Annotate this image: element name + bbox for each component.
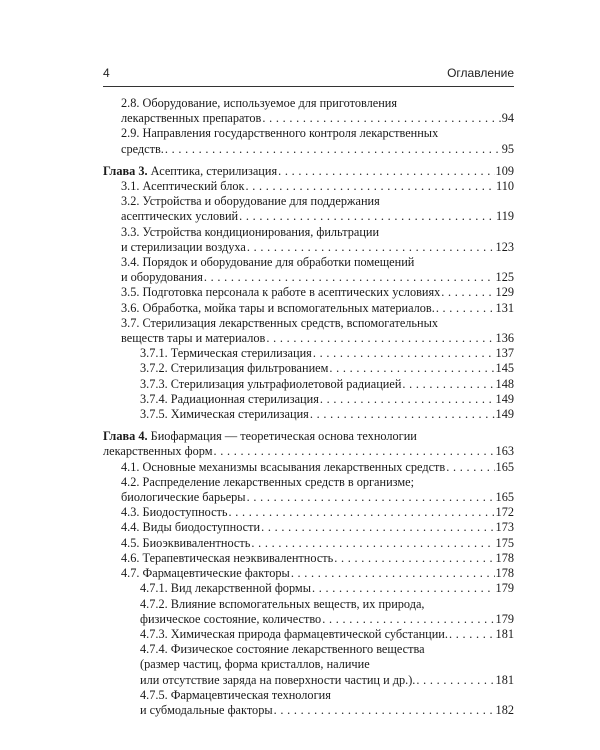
toc-entry-title: и стерилизации воздуха (121, 239, 246, 254)
toc-page-number: 175 (495, 535, 514, 550)
dot-leader (247, 490, 495, 505)
toc-entry-title: 3.7.3. Стерилизация ультрафиолетовой радиацией (140, 376, 402, 391)
dot-leader (312, 581, 495, 596)
toc-entry[interactable] (103, 688, 514, 718)
toc-entry-title: 4.6. Терапевтическая неэквивалентность (121, 550, 334, 565)
dot-leader (402, 377, 494, 392)
toc-entry-title: 3.3. Устройства кондиционирования, фильтрации (121, 224, 380, 239)
toc-entry-title: 2.9. Направления государственного контроля лекарственных (121, 126, 439, 141)
toc-page-number: 165 (495, 459, 514, 474)
toc-entry-title: 3.5. Подготовка персонала к работе в асептических условиях (121, 285, 441, 300)
toc-page-number: 95 (501, 141, 514, 156)
chapter-label: Глава 4. (103, 429, 148, 444)
toc-entry-title: средств. (121, 141, 164, 156)
toc-entry[interactable] (103, 597, 514, 627)
dot-leader (239, 209, 495, 224)
toc-entry-title: Асептика, стерилизация (150, 163, 278, 178)
toc-page-number: 179 (495, 611, 514, 626)
toc-page-number: 131 (495, 300, 514, 315)
toc-page-number: 172 (495, 505, 514, 520)
dot-leader (266, 331, 494, 346)
toc-page-number: 123 (495, 239, 514, 254)
toc-page-number: 129 (495, 285, 514, 300)
toc-page-number: 149 (495, 407, 514, 422)
toc-entry-title: 3.6. Обработка, мойка тары и вспомогательных материалов. (121, 300, 435, 315)
dot-leader (229, 505, 495, 520)
toc-page-number: 173 (495, 520, 514, 535)
toc-entry[interactable] (103, 316, 514, 346)
toc-entry[interactable] (103, 255, 514, 285)
toc-entry-title: 3.7.5. Химическая стерилизация (140, 407, 309, 422)
toc-entry[interactable] (103, 96, 514, 126)
dot-leader (441, 285, 494, 300)
toc-entry-title: 2.8. Оборудование, используемое для приготовления (121, 96, 398, 110)
toc-entry[interactable] (103, 642, 514, 688)
toc-page-number: 165 (495, 490, 514, 505)
toc-page-number: 109 (495, 163, 514, 178)
toc-entry-title: 3.7.4. Радиационная стерилизация (140, 391, 319, 406)
toc-entry-title: 3.7.1. Термическая стерилизация (140, 346, 312, 361)
toc-page-number: 145 (495, 361, 514, 376)
toc-page-number: 178 (495, 550, 514, 565)
running-header-title: Оглавление (447, 66, 514, 80)
toc-entry-title: 3.2. Устройства и оборудование для поддержания (121, 194, 380, 209)
chapter-spacer (103, 157, 514, 164)
dot-leader (251, 536, 494, 551)
toc-entry[interactable] (103, 627, 514, 642)
dot-leader (449, 627, 495, 642)
toc-entry-title: 4.7. Фармацевтические факторы (121, 566, 290, 581)
toc-entry[interactable] (103, 126, 514, 156)
toc-entry-title: 4.7.1. Вид лекарственной формы (140, 581, 311, 596)
toc-entry[interactable] (103, 285, 514, 300)
toc-page-number: 182 (495, 702, 514, 717)
toc-entry-title: (размер частиц, форма кристаллов, наличие (140, 657, 370, 672)
header-rule (103, 86, 514, 87)
toc-entry-title: 4.4. Виды биодоступности (121, 520, 261, 535)
toc-entry[interactable] (103, 505, 514, 520)
toc-page-number: 179 (495, 581, 514, 596)
dot-leader (436, 301, 495, 316)
running-header (103, 66, 514, 82)
toc-page-number: 119 (496, 209, 514, 224)
toc-entry[interactable] (103, 361, 514, 376)
toc-entry[interactable] (103, 551, 514, 566)
chapter-label: Глава 3. (103, 163, 148, 178)
table-of-contents (103, 96, 514, 718)
toc-entry[interactable] (103, 475, 514, 505)
toc-page-number: 178 (495, 566, 514, 581)
chapter-spacer (103, 422, 514, 429)
toc-entry-title: 4.2. Распределение лекарственных средств в организме; (121, 474, 415, 489)
toc-entry-title: Биофармация — теоретическая основа технологии (150, 429, 417, 444)
dot-leader (274, 703, 495, 718)
dot-leader (278, 164, 494, 179)
toc-entry-title: асептических условий (121, 209, 239, 224)
toc-entry-title: физическое состояние, количество (140, 611, 322, 626)
toc-entry-title: 4.3. Биодоступность (121, 505, 228, 520)
toc-entry-title: 4.7.4. Физическое состояние лекарственного вещества (140, 642, 425, 657)
toc-entry-title: или отсутствие заряда на поверхности частиц и др.). (140, 672, 416, 687)
dot-leader (320, 392, 495, 407)
toc-entry-title: 3.7.2. Стерилизация фильтрованием (140, 361, 329, 376)
toc-entry-title: веществ тары и материалов (121, 331, 266, 346)
dot-leader (262, 111, 500, 126)
dot-leader (329, 361, 494, 376)
toc-entry[interactable] (103, 346, 514, 361)
toc-page-number: 125 (495, 270, 514, 285)
toc-page-number: 110 (496, 179, 514, 194)
toc-entry[interactable] (103, 301, 514, 316)
toc-page-number: 149 (495, 391, 514, 406)
toc-entry[interactable] (103, 377, 514, 392)
page-number: 4 (103, 66, 110, 80)
dot-leader (247, 240, 495, 255)
toc-entry[interactable] (103, 225, 514, 255)
toc-page-number: 181 (495, 672, 514, 687)
dot-leader (261, 520, 494, 535)
dot-leader (214, 444, 495, 459)
toc-entry-title: биологические барьеры (121, 490, 246, 505)
toc-entry[interactable] (103, 581, 514, 596)
toc-page-number: 163 (495, 444, 514, 459)
toc-entry-title: 4.1. Основные механизмы всасывания лекарственных средств (121, 459, 446, 474)
toc-entry-title: 4.7.5. Фармацевтическая технология (140, 687, 331, 702)
dot-leader (165, 142, 501, 157)
toc-entry[interactable] (103, 392, 514, 407)
toc-entry-title: 3.4. Порядок и оборудование для обработки помещений (121, 255, 415, 270)
toc-chapter-entry[interactable] (103, 429, 514, 459)
toc-page-number: 136 (495, 331, 514, 346)
toc-entry[interactable] (103, 194, 514, 224)
toc-entry-title: 4.7.3. Химическая природа фармацевтической субстанции. (140, 626, 448, 641)
dot-leader (291, 566, 495, 581)
dot-leader (246, 179, 495, 194)
toc-entry[interactable] (103, 566, 514, 581)
toc-entry[interactable] (103, 460, 514, 475)
dot-leader (204, 270, 495, 285)
toc-entry-title: и субмодальные факторы (140, 702, 273, 717)
dot-leader (310, 407, 495, 422)
toc-entry-title: лекарственных форм (103, 444, 213, 459)
toc-entry-title: лекарственных препаратов (121, 111, 262, 126)
dot-leader (322, 612, 494, 627)
toc-page-number: 148 (495, 376, 514, 391)
toc-entry[interactable] (103, 536, 514, 551)
toc-entry-title: и оборудования (121, 270, 203, 285)
toc-page-number: 137 (495, 346, 514, 361)
toc-entry-title: 4.7.2. Влияние вспомогательных веществ, их природа, (140, 596, 425, 611)
dot-leader (334, 551, 494, 566)
dot-leader (313, 346, 495, 361)
toc-entry-title: 4.5. Биоэквивалентность (121, 535, 251, 550)
dot-leader (416, 673, 494, 688)
dot-leader (446, 460, 494, 475)
toc-chapter-entry[interactable] (103, 164, 514, 179)
toc-entry-title: 3.7. Стерилизация лекарственных средств, вспомогательных (121, 315, 439, 330)
toc-entry[interactable] (103, 407, 514, 422)
toc-entry[interactable] (103, 179, 514, 194)
toc-page-number: 94 (501, 111, 514, 126)
toc-page-number: 181 (495, 626, 514, 641)
toc-entry-title: 3.1. Асептический блок (121, 179, 245, 194)
toc-entry[interactable] (103, 520, 514, 535)
